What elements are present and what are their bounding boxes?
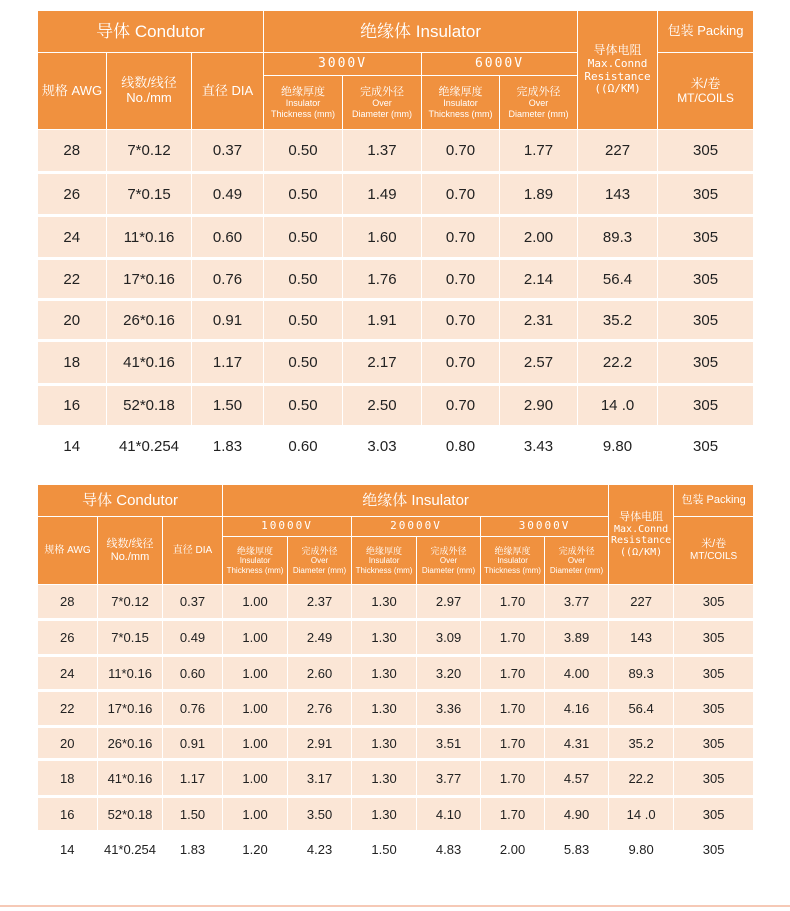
cell-pack: 305 [674, 797, 754, 832]
cell-strand: 7*0.12 [98, 585, 163, 620]
cell-awg: 20 [38, 300, 107, 341]
cell-d1: 4.23 [288, 832, 352, 868]
cell-d1: 2.60 [288, 656, 352, 691]
cell-d2: 1.89 [500, 173, 578, 216]
cell-t3: 1.70 [481, 727, 545, 760]
cell-awg: 26 [38, 620, 98, 656]
table-row [38, 259, 754, 300]
thickness-header-en: Insulator [285, 98, 321, 109]
thickness-header-en: Insulator [443, 98, 478, 109]
diameter-header [343, 76, 422, 130]
cell-d2: 3.51 [417, 727, 481, 760]
cell-t3: 1.70 [481, 656, 545, 691]
diameter-header-en: Over [567, 556, 586, 566]
cell-d1: 3.50 [288, 797, 352, 832]
cell-t3: 1.70 [481, 760, 545, 797]
cell-t2: 0.70 [422, 173, 500, 216]
cell-awg: 18 [38, 341, 107, 385]
cell-dia: 0.60 [192, 216, 264, 259]
cell-d3: 4.00 [545, 656, 609, 691]
cell-pack: 305 [674, 727, 754, 760]
cell-t1: 0.50 [264, 341, 343, 385]
resistance-header [609, 485, 674, 585]
voltage-header: 10000V [223, 517, 352, 537]
resistance-header-cn: 导体电阻 [619, 509, 664, 523]
thickness-header [422, 76, 500, 130]
cell-strand: 41*0.254 [107, 427, 192, 466]
cell-dia: 1.17 [163, 760, 223, 797]
cell-t1: 0.50 [264, 216, 343, 259]
strand-header-cn: 线数/线径 [106, 537, 154, 550]
cell-res: 227 [609, 585, 674, 620]
cell-t2: 1.30 [352, 656, 417, 691]
cell-dia: 0.91 [163, 727, 223, 760]
diameter-header-cn: 完成外径 [516, 85, 561, 98]
cell-strand: 41*0.16 [107, 341, 192, 385]
table-row [38, 216, 754, 259]
cell-res: 22.2 [578, 341, 658, 385]
packing-sub-en: MT/COILS [677, 90, 734, 105]
cell-pack: 305 [674, 832, 754, 868]
cell-awg: 20 [38, 727, 98, 760]
strand-header-en: No./mm [126, 90, 172, 105]
cell-res: 9.80 [578, 427, 658, 466]
table-row [38, 797, 754, 832]
cell-t1: 1.00 [223, 620, 288, 656]
cell-d1: 2.50 [343, 385, 422, 427]
cell-d3: 5.83 [545, 832, 609, 868]
cell-dia: 0.37 [163, 585, 223, 620]
cell-t3: 2.00 [481, 832, 545, 868]
dia-header: 直径 DIA [192, 53, 264, 130]
diameter-header-unit: Diameter (mm) [292, 565, 347, 575]
cell-pack: 305 [658, 385, 754, 427]
cell-awg: 28 [38, 130, 107, 173]
cell-t1: 0.60 [264, 427, 343, 466]
packing-header: 包装 Packing [658, 11, 754, 53]
cell-strand: 11*0.16 [107, 216, 192, 259]
cell-d2: 4.10 [417, 797, 481, 832]
table-row [38, 620, 754, 656]
cell-d1: 1.60 [343, 216, 422, 259]
cell-t2: 1.30 [352, 620, 417, 656]
cell-d2: 2.00 [500, 216, 578, 259]
cell-res: 56.4 [609, 691, 674, 727]
cell-t1: 1.00 [223, 691, 288, 727]
cell-strand: 26*0.16 [98, 727, 163, 760]
diameter-header-unit: Diameter (mm) [352, 108, 413, 119]
cell-d1: 2.91 [288, 727, 352, 760]
cell-t1: 0.50 [264, 130, 343, 173]
cell-strand: 41*0.16 [98, 760, 163, 797]
resistance-header [578, 11, 658, 130]
thickness-header [352, 537, 417, 585]
cell-pack: 305 [658, 173, 754, 216]
cell-dia: 1.83 [192, 427, 264, 466]
cell-t1: 0.50 [264, 259, 343, 300]
cell-pack: 305 [674, 620, 754, 656]
cell-d1: 1.91 [343, 300, 422, 341]
conductor-header: 导体 Condutor [38, 11, 264, 53]
wire-spec-table-10000v-30000v [37, 484, 754, 869]
cell-d1: 1.49 [343, 173, 422, 216]
cell-d2: 2.97 [417, 585, 481, 620]
cell-pack: 305 [674, 656, 754, 691]
diameter-header-en: Over [372, 98, 392, 109]
cell-t1: 1.00 [223, 656, 288, 691]
thickness-header-en: Insulator [368, 556, 400, 566]
cell-awg: 28 [38, 585, 98, 620]
table-row [38, 760, 754, 797]
thickness-header-unit: Thickness (mm) [484, 565, 541, 575]
cell-t3: 1.70 [481, 797, 545, 832]
cell-pack: 305 [674, 691, 754, 727]
thickness-header-unit: Thickness (mm) [428, 108, 493, 119]
cell-t2: 1.30 [352, 760, 417, 797]
table-row [38, 173, 754, 216]
cell-t2: 0.70 [422, 130, 500, 173]
cell-d3: 4.90 [545, 797, 609, 832]
resistance-header-en2: Resistance [611, 535, 672, 547]
packing-sub-cn: 米/卷 [701, 538, 727, 551]
thickness-header-unit: Thickness (mm) [355, 565, 413, 575]
cell-d2: 1.77 [500, 130, 578, 173]
diameter-header [288, 537, 352, 585]
cell-res: 35.2 [609, 727, 674, 760]
cell-d1: 3.03 [343, 427, 422, 466]
cell-pack: 305 [658, 300, 754, 341]
cell-t2: 0.70 [422, 259, 500, 300]
diameter-header-cn: 完成外径 [558, 546, 595, 557]
cell-d2: 2.31 [500, 300, 578, 341]
cell-awg: 14 [38, 832, 98, 868]
cell-res: 9.80 [609, 832, 674, 868]
table-row [38, 427, 754, 466]
cell-dia: 0.76 [163, 691, 223, 727]
thickness-header-en: Insulator [497, 556, 528, 566]
table-row [38, 585, 754, 620]
cell-t1: 1.00 [223, 585, 288, 620]
cell-d1: 2.49 [288, 620, 352, 656]
cell-strand: 7*0.12 [107, 130, 192, 173]
thickness-header-cn: 绝缘厚度 [237, 546, 274, 557]
cell-dia: 1.50 [163, 797, 223, 832]
awg-header: 规格 AWG [38, 517, 98, 585]
table-row [38, 832, 754, 868]
cell-t3: 1.70 [481, 620, 545, 656]
wire-spec-table-3000v-6000v [37, 10, 754, 467]
resistance-header-en: Max.Connd [614, 523, 669, 535]
table-row [38, 300, 754, 341]
cell-pack: 305 [658, 130, 754, 173]
cell-pack: 305 [658, 341, 754, 385]
cell-strand: 41*0.254 [98, 832, 163, 868]
voltage-header: 3000V [264, 53, 422, 76]
cell-d3: 3.89 [545, 620, 609, 656]
thickness-header-cn: 绝缘厚度 [281, 85, 326, 98]
cell-t1: 0.50 [264, 173, 343, 216]
cell-dia: 0.91 [192, 300, 264, 341]
cell-d1: 2.37 [288, 585, 352, 620]
diameter-header [417, 537, 481, 585]
diameter-header-cn: 完成外径 [360, 85, 405, 98]
voltage-header: 6000V [422, 53, 578, 76]
cell-d3: 4.57 [545, 760, 609, 797]
cell-awg: 14 [38, 427, 107, 466]
dia-header: 直径 DIA [163, 517, 223, 585]
cell-t3: 1.70 [481, 585, 545, 620]
resistance-header-en: Max.Connd [587, 56, 648, 70]
diameter-header [500, 76, 578, 130]
cell-awg: 18 [38, 760, 98, 797]
diameter-header-en: Over [528, 98, 549, 109]
cell-dia: 1.17 [192, 341, 264, 385]
diameter-header-cn: 完成外径 [430, 546, 467, 557]
cell-awg: 24 [38, 656, 98, 691]
cell-t1: 1.00 [223, 727, 288, 760]
thickness-header-unit: Thickness (mm) [226, 565, 284, 575]
cell-d1: 1.76 [343, 259, 422, 300]
conductor-header: 导体 Condutor [38, 485, 223, 517]
cell-d2: 3.36 [417, 691, 481, 727]
insulator-header: 绝缘体 Insulator [264, 11, 578, 53]
strand-header [107, 53, 192, 130]
cell-dia: 1.83 [163, 832, 223, 868]
cell-res: 227 [578, 130, 658, 173]
cell-d2: 3.20 [417, 656, 481, 691]
cell-d1: 2.17 [343, 341, 422, 385]
cell-awg: 22 [38, 259, 107, 300]
diameter-header-unit: Diameter (mm) [549, 565, 604, 575]
strand-header [98, 517, 163, 585]
table-row [38, 385, 754, 427]
thickness-header-cn: 绝缘厚度 [438, 85, 483, 98]
packing-sub-en: MT/COILS [689, 551, 738, 563]
cell-pack: 305 [658, 216, 754, 259]
cell-dia: 0.49 [192, 173, 264, 216]
cell-d1: 1.37 [343, 130, 422, 173]
cell-d2: 3.77 [417, 760, 481, 797]
diameter-header-unit: Diameter (mm) [421, 565, 476, 575]
cell-t2: 1.30 [352, 585, 417, 620]
cell-res: 35.2 [578, 300, 658, 341]
cell-d1: 2.76 [288, 691, 352, 727]
packing-subheader [674, 517, 754, 585]
cell-res: 56.4 [578, 259, 658, 300]
cell-dia: 0.37 [192, 130, 264, 173]
resistance-header-unit: ((Ω/KM) [620, 546, 663, 558]
cell-d2: 2.57 [500, 341, 578, 385]
resistance-header-en2: Resistance [584, 69, 651, 83]
cell-res: 14 .0 [609, 797, 674, 832]
insulator-header: 绝缘体 Insulator [223, 485, 609, 517]
bottom-divider [0, 905, 790, 907]
table-row [38, 341, 754, 385]
cell-res: 89.3 [578, 216, 658, 259]
cell-awg: 16 [38, 385, 107, 427]
cell-d2: 2.14 [500, 259, 578, 300]
packing-sub-cn: 米/卷 [690, 75, 721, 91]
thickness-header-cn: 绝缘厚度 [366, 546, 403, 557]
voltage-header: 30000V [481, 517, 609, 537]
diameter-header-cn: 完成外径 [301, 546, 338, 557]
cell-t2: 1.30 [352, 691, 417, 727]
table-row [38, 656, 754, 691]
cell-strand: 17*0.16 [98, 691, 163, 727]
cell-strand: 11*0.16 [98, 656, 163, 691]
cell-awg: 26 [38, 173, 107, 216]
cell-t2: 0.70 [422, 300, 500, 341]
cell-res: 89.3 [609, 656, 674, 691]
diameter-header-en: Over [439, 556, 458, 566]
resistance-header-cn: 导体电阻 [593, 43, 642, 58]
cell-strand: 52*0.18 [98, 797, 163, 832]
cell-awg: 16 [38, 797, 98, 832]
cell-strand: 26*0.16 [107, 300, 192, 341]
cell-dia: 0.49 [163, 620, 223, 656]
thickness-header-unit: Thickness (mm) [271, 108, 336, 119]
cell-t2: 0.80 [422, 427, 500, 466]
cell-pack: 305 [674, 760, 754, 797]
cell-d1: 3.17 [288, 760, 352, 797]
table-row [38, 130, 754, 173]
cell-dia: 0.60 [163, 656, 223, 691]
cell-t1: 1.20 [223, 832, 288, 868]
cell-dia: 1.50 [192, 385, 264, 427]
cell-t2: 1.30 [352, 797, 417, 832]
cell-t2: 1.30 [352, 727, 417, 760]
awg-header: 规格 AWG [38, 53, 107, 130]
cell-t1: 1.00 [223, 797, 288, 832]
diameter-header [545, 537, 609, 585]
cell-d2: 3.43 [500, 427, 578, 466]
table-row [38, 691, 754, 727]
cell-pack: 305 [658, 427, 754, 466]
packing-subheader [658, 53, 754, 130]
cell-res: 14 .0 [578, 385, 658, 427]
cell-dia: 0.76 [192, 259, 264, 300]
cell-pack: 305 [658, 259, 754, 300]
cell-d3: 4.16 [545, 691, 609, 727]
cell-t1: 0.50 [264, 300, 343, 341]
cell-res: 22.2 [609, 760, 674, 797]
cell-awg: 24 [38, 216, 107, 259]
diameter-header-en: Over [310, 556, 329, 566]
cell-t3: 1.70 [481, 691, 545, 727]
thickness-header [264, 76, 343, 130]
cell-t2: 0.70 [422, 341, 500, 385]
thickness-header-en: Insulator [239, 556, 271, 566]
cell-d2: 4.83 [417, 832, 481, 868]
cell-strand: 17*0.16 [107, 259, 192, 300]
cell-strand: 52*0.18 [107, 385, 192, 427]
cell-strand: 7*0.15 [98, 620, 163, 656]
packing-header: 包装 Packing [674, 485, 754, 517]
cell-res: 143 [609, 620, 674, 656]
cell-pack: 305 [674, 585, 754, 620]
cell-t1: 1.00 [223, 760, 288, 797]
cell-t2: 1.50 [352, 832, 417, 868]
thickness-header-cn: 绝缘厚度 [494, 546, 531, 557]
table-row [38, 727, 754, 760]
voltage-header: 20000V [352, 517, 481, 537]
cell-awg: 22 [38, 691, 98, 727]
cell-d3: 4.31 [545, 727, 609, 760]
cell-d2: 2.90 [500, 385, 578, 427]
cell-t2: 0.70 [422, 216, 500, 259]
thickness-header [223, 537, 288, 585]
resistance-header-unit: ((Ω/KM) [594, 82, 641, 96]
cell-d3: 3.77 [545, 585, 609, 620]
cell-t2: 0.70 [422, 385, 500, 427]
strand-header-cn: 线数/线径 [121, 75, 177, 91]
diameter-header-unit: Diameter (mm) [508, 108, 569, 119]
strand-header-en: No./mm [110, 550, 150, 563]
cell-d2: 3.09 [417, 620, 481, 656]
cell-res: 143 [578, 173, 658, 216]
cell-strand: 7*0.15 [107, 173, 192, 216]
cell-t1: 0.50 [264, 385, 343, 427]
thickness-header [481, 537, 545, 585]
